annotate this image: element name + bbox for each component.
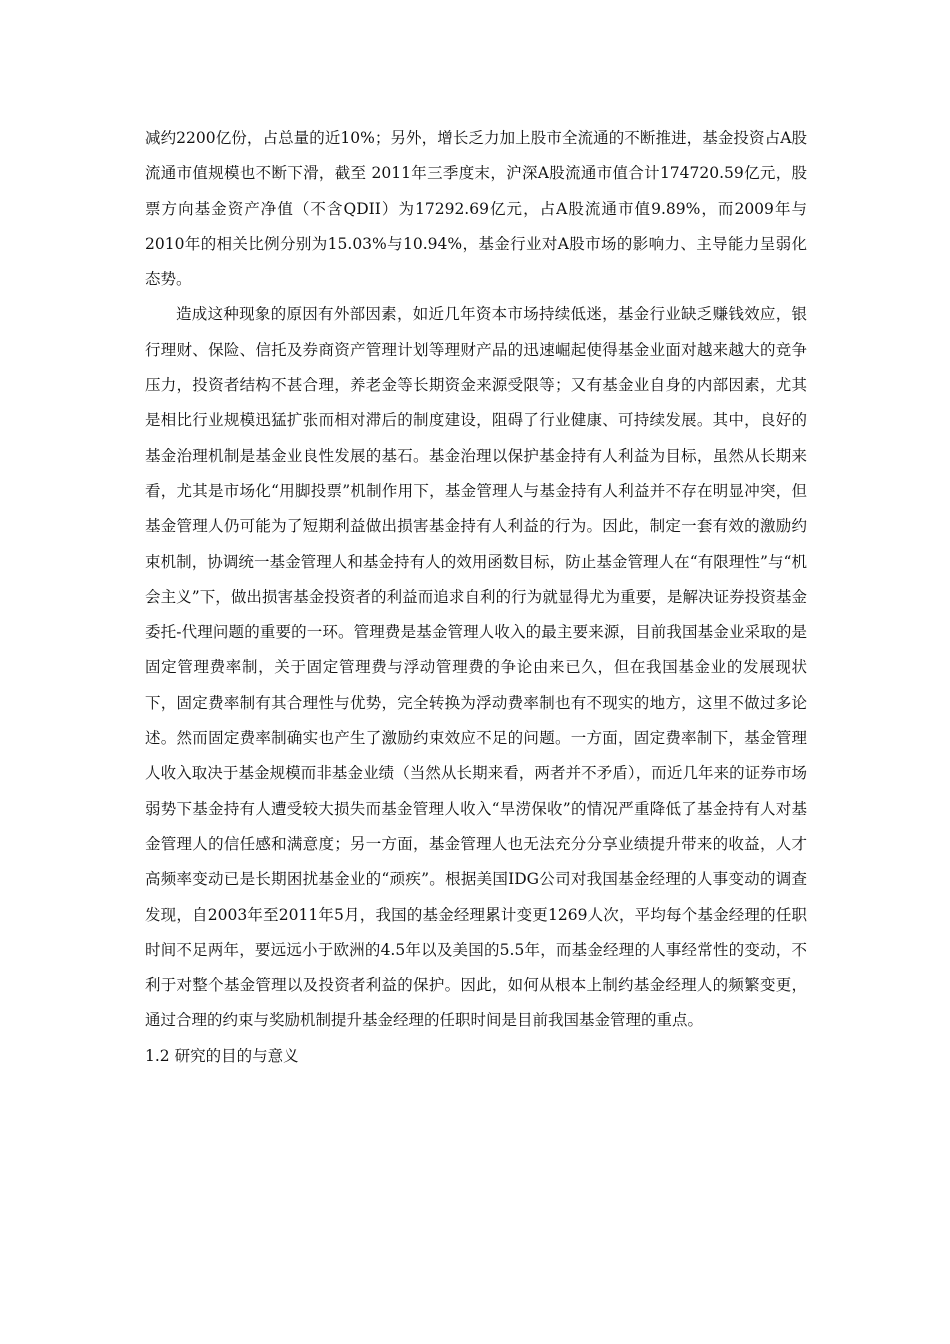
paragraph-continuation: 减约2200亿份，占总量的近10%；另外，增长乏力加上股市全流通的不断推进，基金投资占A股流通市值规模也不断下滑，截至 2011年三季度末，沪深A股流通市值合计174720.59亿元，股票方向基金资产净值（不含QDII）为17292.69亿元，占A股流通市值9.89%，而2009年与2010年的相关比例分别为15.03%与10.94%，基金行业对A股市场的影响力、主导能力呈弱化态势。 — [145, 129, 807, 289]
paragraph-causes: 造成这种现象的原因有外部因素，如近几年资本市场持续低迷，基金行业缺乏赚钱效应，银行理财、保险、信托及券商资产管理计划等理财产品的迅速崛起使得基金业面对越来越大的竞争压力，投资者结构不甚合理，养老金等长期资金来源受限等；又有基金业自身的内部因素，尤其是相比行业规模迅猛扩张而相对滞后的制度建设，阻碍了行业健康、可持续发展。其中，良好的基金治理机制是基金业良性发展的基石。基金治理以保护基金持有人利益为目标，虽然从长期来看，尤其是市场化“用脚投票”机制作用下，基金管理人与基金持有人利益并不存在明显冲突，但基金管理人仍可能为了短期利益做出损害基金持有人利益的行为。因此，制定一套有效的激励约束机制，协调统一基金管理人和基金持有人的效用函数目标，防止基金管理人在“有限理性”与“机会主义”下，做出损害基金投资者的利益而追求自利的行为就显得尤为重要，是解决证券投资基金委托-代理问题的重要的一环。管理费是基金管理人收入的最主要来源，目前我国基金业采取的是固定管理费率制，关于固定管理费与浮动管理费的争论由来已久，但在我国基金业的发展现状下，固定费率制有其合理性与优势，完全转换为浮动费率制也有不现实的地方，这里不做过多论述。然而固定费率制确实也产生了激励约束效应不足的问题。一方面，固定费率制下，基金管理人收入取决于基金规模而非基金业绩（当然从长期来看，两者并不矛盾），而近几年来的证券市场弱势下基金持有人遭受较大损失而基金管理人收入“旱涝保收”的情况严重降低了基金持有人对基金管理人的信任感和满意度；另一方面，基金管理人也无法充分分享业绩提升带来的收益，人才高频率变动已是长期困扰基金业的“顽疾”。根据美国IDG公司对我国基金经理的人事变动的调查发现，自2003年至2011年5月，我国的基金经理累计变更1269人次，平均每个基金经理的任职时间不足两年，要远远小于欧洲的4.5年以及美国的5.5年，而基金经理的人事经常性的变动，不利于对整个基金管理以及投资者利益的保护。因此，如何从根本上制约基金经理人的频繁变更，通过合理的约束与奖励机制提升基金经理的任职时间是目前我国基金管理的重点。 — [145, 305, 807, 1030]
document-body — [145, 121, 807, 1074]
section-heading: 1.2 研究的目的与意义 — [145, 1046, 299, 1065]
